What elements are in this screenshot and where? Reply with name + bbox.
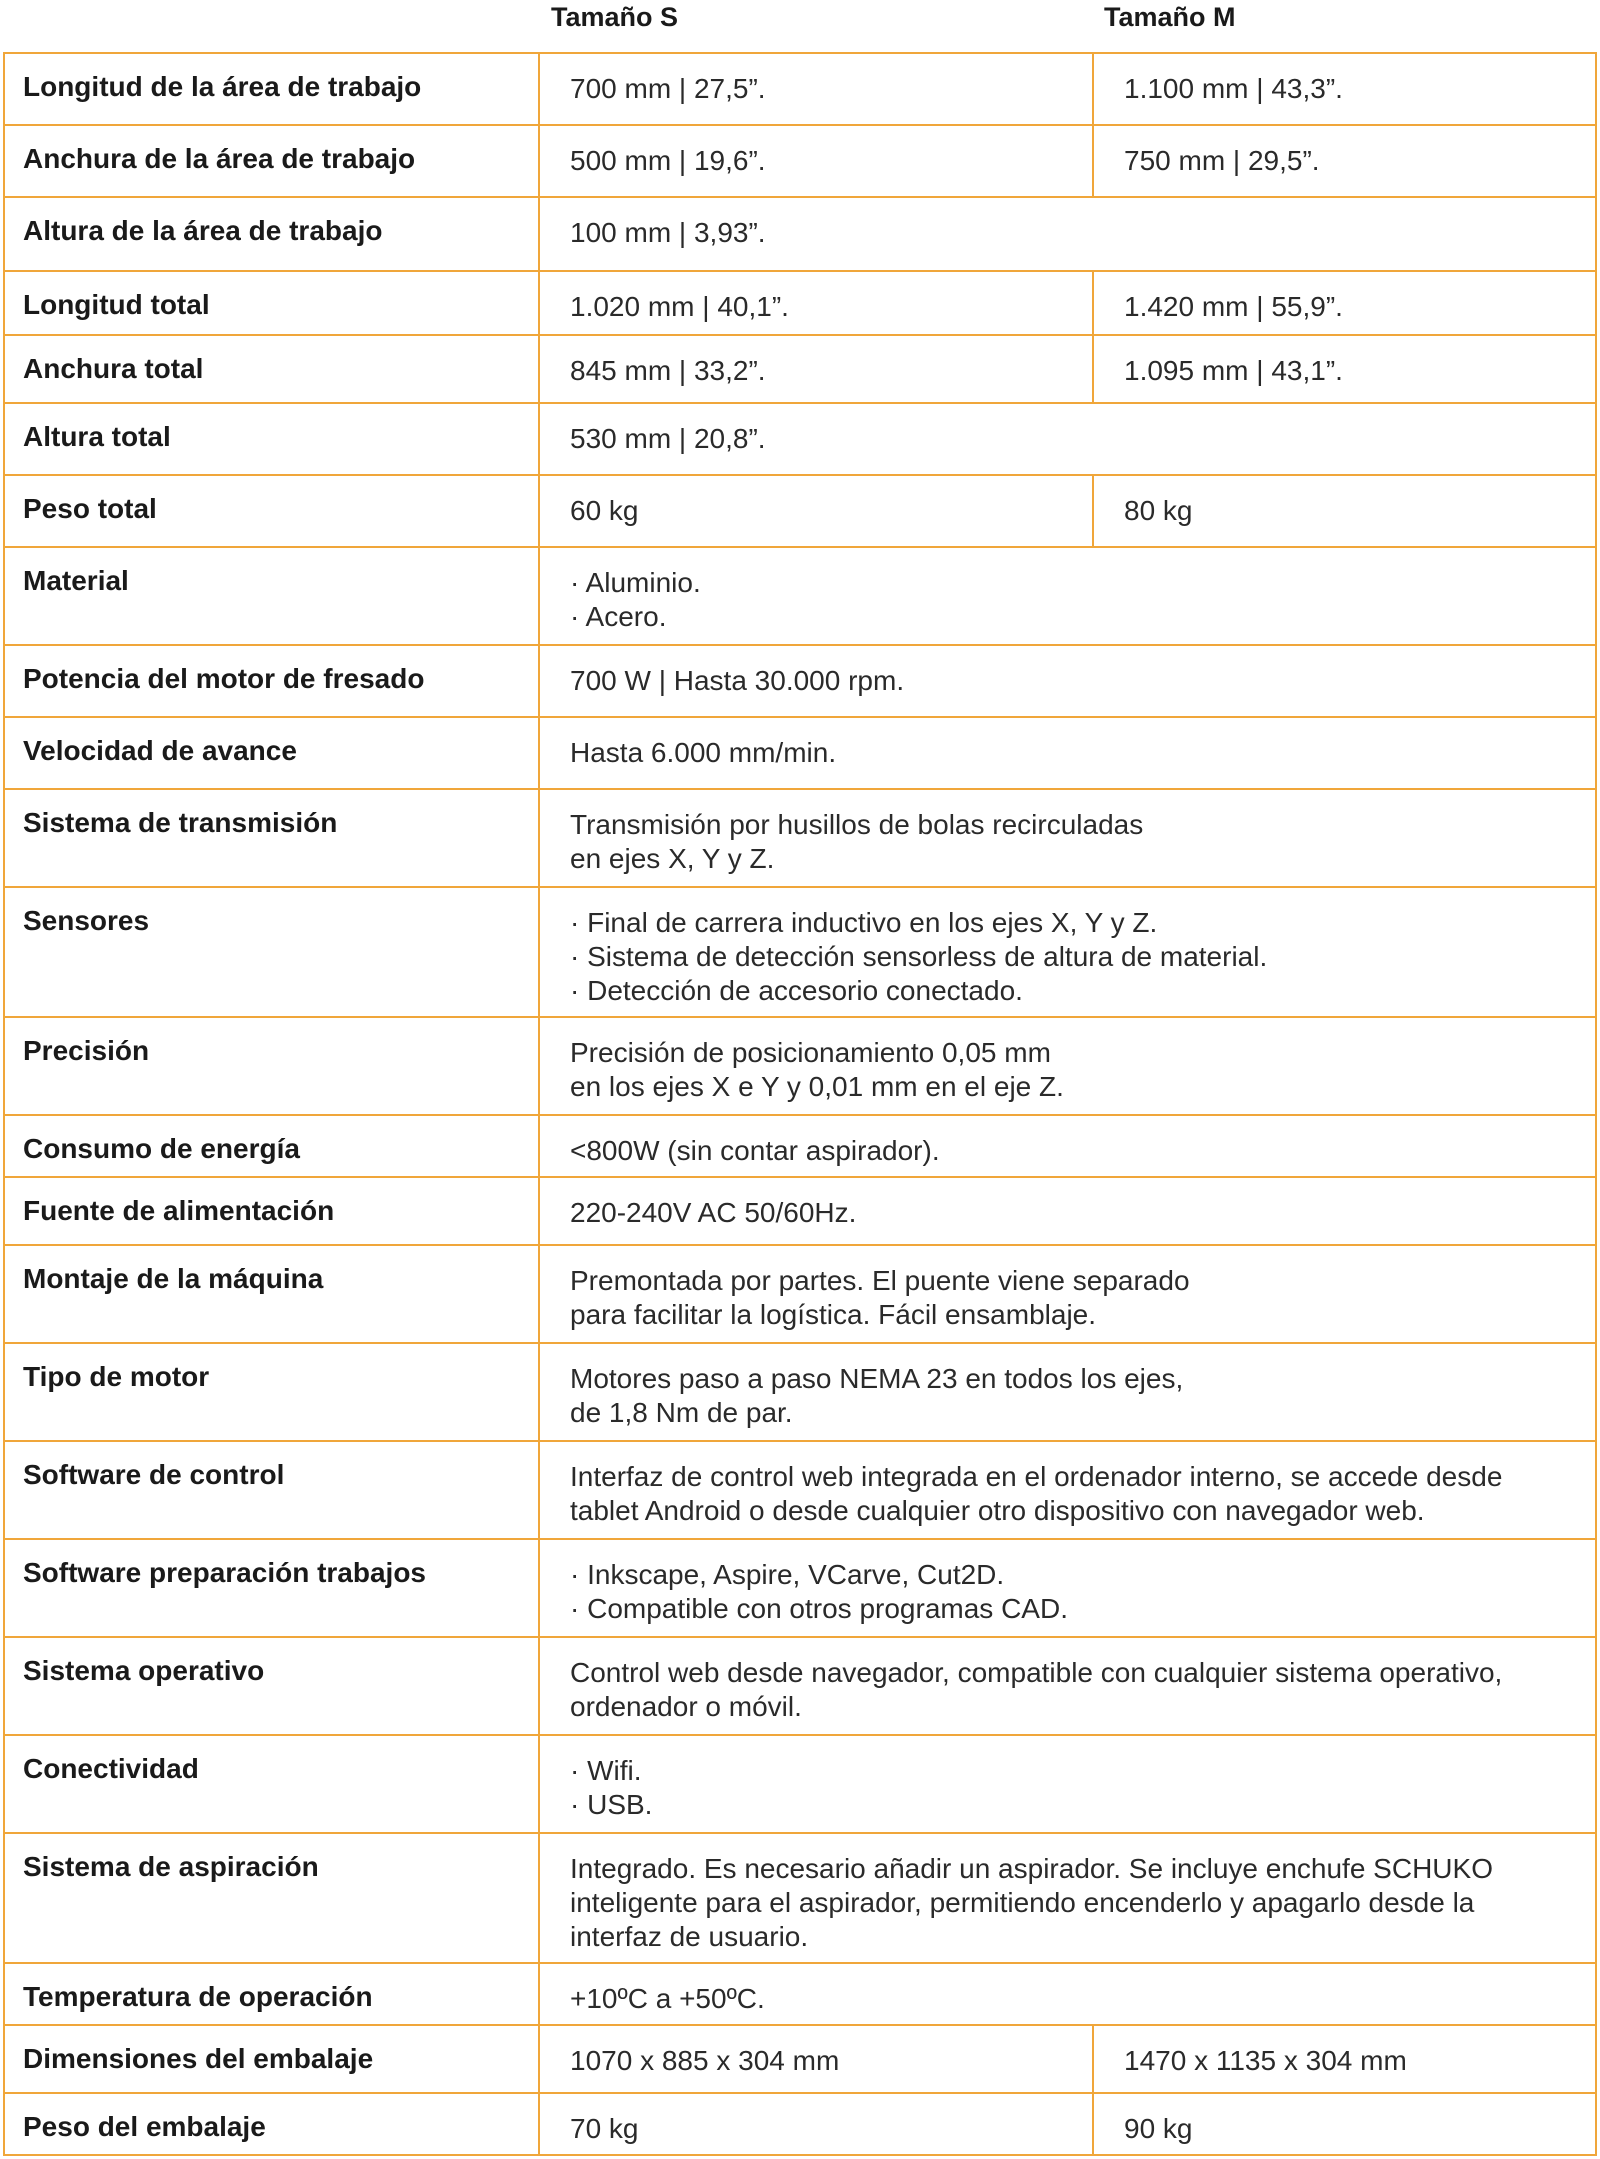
- spec-value-line: en ejes X, Y y Z.: [570, 843, 775, 874]
- spec-label: Conectividad: [4, 1735, 539, 1833]
- spec-value-line: 530 mm | 20,8”.: [570, 423, 766, 454]
- spec-value-line: Premontada por partes. El puente viene separado: [570, 1265, 1190, 1296]
- spec-value-size-m: [1093, 475, 1596, 547]
- spec-row: [4, 1115, 1596, 1177]
- spec-row: [4, 335, 1596, 403]
- spec-label: Peso del embalaje: [4, 2093, 539, 2155]
- spec-row: [4, 887, 1596, 1017]
- spec-label: Tipo de motor: [4, 1343, 539, 1441]
- spec-value-size-s: [539, 2093, 1093, 2155]
- spec-value-line: · Sistema de detección sensorless de altura de material.: [570, 941, 1268, 972]
- spec-value-size-m: [1093, 53, 1596, 125]
- spec-value-shared: [539, 645, 1596, 717]
- spec-value-line: 700 W | Hasta 30.000 rpm.: [570, 665, 905, 696]
- spec-value-size-s: [539, 2025, 1093, 2093]
- spec-row: [4, 1963, 1596, 2025]
- spec-value-size-m: [1093, 335, 1596, 403]
- spec-label: Potencia del motor de fresado: [4, 645, 539, 717]
- spec-row: [4, 789, 1596, 887]
- spec-label: Software preparación trabajos: [4, 1539, 539, 1637]
- spec-value-line: · Wifi.: [570, 1755, 642, 1786]
- spec-value-line: · Acero.: [570, 601, 667, 632]
- spec-label: Longitud total: [4, 271, 539, 335]
- spec-value-size-s: [539, 475, 1093, 547]
- spec-value-line: · Inkscape, Aspire, VCarve, Cut2D.: [570, 1559, 1005, 1590]
- spec-row: [4, 2093, 1596, 2155]
- spec-label: Material: [4, 547, 539, 645]
- spec-value-line: 90 kg: [1124, 2113, 1193, 2144]
- spec-row: [4, 1735, 1596, 1833]
- spec-value-shared: [539, 1017, 1596, 1115]
- size-s-heading: Tamaño S: [551, 2, 679, 32]
- spec-value-size-s: [539, 53, 1093, 125]
- spec-value-line: Precisión de posicionamiento 0,05 mm: [570, 1037, 1051, 1068]
- spec-value-shared: [539, 887, 1596, 1017]
- spec-value-line: Transmisión por husillos de bolas recirculadas: [570, 809, 1144, 840]
- spec-row: [4, 547, 1596, 645]
- spec-row: [4, 2025, 1596, 2093]
- spec-label: Fuente de alimentación: [4, 1177, 539, 1245]
- spec-row: [4, 1637, 1596, 1735]
- spec-value-shared: [539, 1115, 1596, 1177]
- spec-value-line: ordenador o móvil.: [570, 1691, 802, 1722]
- spec-value-shared: [539, 1245, 1596, 1343]
- spec-value-line: Control web desde navegador, compatible con cualquier sistema operativo,: [570, 1657, 1503, 1688]
- spec-value-shared: [539, 1539, 1596, 1637]
- spec-value-size-m: [1093, 2025, 1596, 2093]
- spec-value-line: · Detección de accesorio conectado.: [570, 975, 1023, 1006]
- spec-value-line: · USB.: [570, 1789, 653, 1820]
- size-m-heading: Tamaño M: [1104, 2, 1236, 32]
- spec-value-shared: [539, 547, 1596, 645]
- spec-value-line: 700 mm | 27,5”.: [570, 73, 766, 104]
- spec-value-line: tablet Android o desde cualquier otro dispositivo con navegador web.: [570, 1495, 1425, 1526]
- spec-value-shared: [539, 197, 1596, 271]
- spec-value-line: Interfaz de control web integrada en el ordenador interno, se accede desde: [570, 1461, 1503, 1492]
- spec-label: Consumo de energía: [4, 1115, 539, 1177]
- spec-value-line: 80 kg: [1124, 495, 1193, 526]
- spec-value-size-s: [539, 335, 1093, 403]
- spec-value-line: 1.020 mm | 40,1”.: [570, 291, 789, 322]
- spec-value-line: inteligente para el aspirador, permitiendo encenderlo y apagarlo desde la: [570, 1887, 1475, 1918]
- spec-label: Altura de la área de trabajo: [4, 197, 539, 271]
- spec-label: Velocidad de avance: [4, 717, 539, 789]
- spec-row: [4, 1539, 1596, 1637]
- spec-value-size-m: [1093, 2093, 1596, 2155]
- spec-value-shared: [539, 1637, 1596, 1735]
- spec-label: Montaje de la máquina: [4, 1245, 539, 1343]
- spec-label: Longitud de la área de trabajo: [4, 53, 539, 125]
- spec-value-shared: [539, 1177, 1596, 1245]
- spec-label: Peso total: [4, 475, 539, 547]
- spec-value-line: 500 mm | 19,6”.: [570, 145, 766, 176]
- spec-value-line: 60 kg: [570, 495, 639, 526]
- spec-value-line: 1070 x 885 x 304 mm: [570, 2045, 840, 2076]
- spec-label: Altura total: [4, 403, 539, 475]
- spec-row: [4, 1441, 1596, 1539]
- spec-value-line: Integrado. Es necesario añadir un aspirador. Se incluye enchufe SCHUKO: [570, 1853, 1493, 1884]
- spec-value-line: 220-240V AC 50/60Hz.: [570, 1197, 857, 1228]
- spec-value-shared: [539, 1441, 1596, 1539]
- spec-value-line: interfaz de usuario.: [570, 1921, 809, 1952]
- spec-row: [4, 717, 1596, 789]
- spec-label: Anchura de la área de trabajo: [4, 125, 539, 197]
- spec-label: Sistema operativo: [4, 1637, 539, 1735]
- spec-value-size-m: [1093, 125, 1596, 197]
- spec-value-line: <800W (sin contar aspirador).: [570, 1135, 940, 1166]
- spec-row: [4, 1833, 1596, 1963]
- spec-value-shared: [539, 1833, 1596, 1963]
- spec-label: Anchura total: [4, 335, 539, 403]
- spec-value-line: 1470 x 1135 x 304 mm: [1124, 2045, 1407, 2076]
- spec-row: [4, 403, 1596, 475]
- spec-value-line: 845 mm | 33,2”.: [570, 355, 766, 386]
- spec-label: Temperatura de operación: [4, 1963, 539, 2025]
- spec-value-size-s: [539, 125, 1093, 197]
- spec-value-line: · Aluminio.: [570, 567, 701, 598]
- spec-row: [4, 125, 1596, 197]
- spec-row: [4, 1343, 1596, 1441]
- spec-value-line: Hasta 6.000 mm/min.: [570, 737, 837, 768]
- spec-value-shared: [539, 403, 1596, 475]
- spec-value-line: 1.095 mm | 43,1”.: [1124, 355, 1343, 386]
- spec-value-line: · Compatible con otros programas CAD.: [570, 1593, 1068, 1624]
- spec-value-shared: [539, 789, 1596, 887]
- spec-label: Sensores: [4, 887, 539, 1017]
- spec-label: Dimensiones del embalaje: [4, 2025, 539, 2093]
- spec-value-shared: [539, 1963, 1596, 2025]
- spec-value-line: 100 mm | 3,93”.: [570, 217, 766, 248]
- spec-row: [4, 1177, 1596, 1245]
- spec-value-line: 70 kg: [570, 2113, 639, 2144]
- spec-row: [4, 53, 1596, 125]
- spec-value-line: para facilitar la logística. Fácil ensamblaje.: [570, 1299, 1097, 1330]
- spec-value-shared: [539, 1735, 1596, 1833]
- specs-table: [3, 52, 1597, 2156]
- spec-value-line: 750 mm | 29,5”.: [1124, 145, 1320, 176]
- spec-value-line: de 1,8 Nm de par.: [570, 1397, 793, 1428]
- spec-row: [4, 1245, 1596, 1343]
- spec-value-line: 1.100 mm | 43,3”.: [1124, 73, 1343, 104]
- spec-value-size-m: [1093, 271, 1596, 335]
- spec-value-shared: [539, 1343, 1596, 1441]
- specs-table-body: [4, 53, 1596, 2155]
- spec-label: Sistema de transmisión: [4, 789, 539, 887]
- spec-value-line: en los ejes X e Y y 0,01 mm en el eje Z.: [570, 1071, 1064, 1102]
- spec-row: [4, 271, 1596, 335]
- spec-value-line: +10ºC a +50ºC.: [570, 1983, 765, 2014]
- spec-label: Software de control: [4, 1441, 539, 1539]
- spec-row: [4, 475, 1596, 547]
- spec-value-shared: [539, 717, 1596, 789]
- spec-value-size-s: [539, 271, 1093, 335]
- spec-row: [4, 1017, 1596, 1115]
- spec-row: [4, 197, 1596, 271]
- spec-value-line: · Final de carrera inductivo en los ejes X, Y y Z.: [570, 907, 1158, 938]
- column-header: [0, 0, 1600, 52]
- spec-value-line: Motores paso a paso NEMA 23 en todos los ejes,: [570, 1363, 1184, 1394]
- spec-label: Sistema de aspiración: [4, 1833, 539, 1963]
- spec-label: Precisión: [4, 1017, 539, 1115]
- spec-row: [4, 645, 1596, 717]
- spec-value-line: 1.420 mm | 55,9”.: [1124, 291, 1343, 322]
